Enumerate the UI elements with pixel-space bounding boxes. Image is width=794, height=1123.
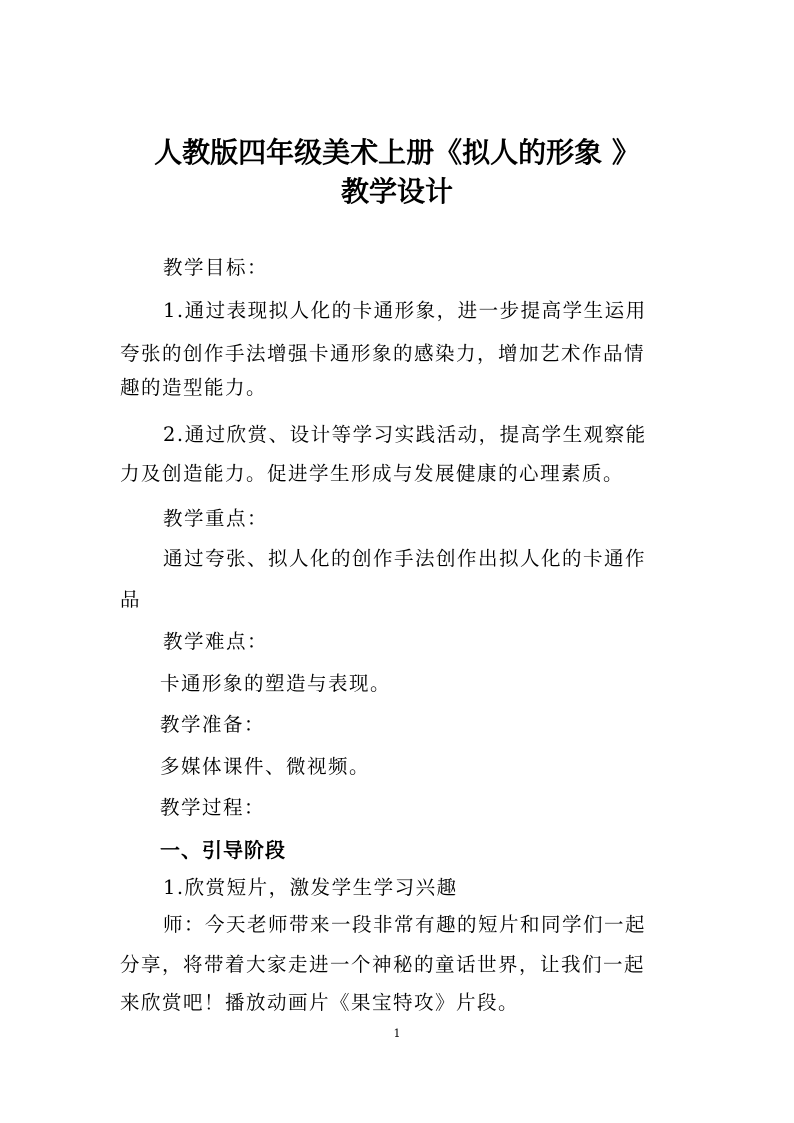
section-label-key-points: 教学重点： [163, 507, 269, 530]
paragraph-line: 分享，将带着大家走进一个神秘的童话世界，让我们一起 [120, 953, 646, 976]
paragraph-line: 夸张的创作手法增强卡通形象的感染力，增加艺术作品情 [120, 342, 646, 365]
section-label-process: 教学过程： [160, 796, 266, 819]
section-label-preparation: 教学准备： [160, 713, 266, 736]
paragraph-line: 来欣赏吧！播放动画片《果宝特攻》片段。 [120, 991, 520, 1014]
paragraph-line: 通过夸张、拟人化的创作手法创作出拟人化的卡通作 [163, 547, 647, 570]
section-label-objectives: 教学目标： [163, 256, 269, 279]
paragraph-line: 2.通过欣赏、设计等学习实践活动，提高学生观察能 [163, 423, 647, 446]
paragraph-line: 多媒体课件、微视频。 [160, 755, 371, 778]
paragraph-line: 1.通过表现拟人化的卡通形象，进一步提高学生运用 [163, 299, 647, 322]
section-heading-intro: 一、引导阶段 [160, 838, 286, 862]
paragraph-line: 趣的造型能力。 [120, 376, 268, 399]
page-number: 1 [393, 1027, 401, 1040]
paragraph-line: 师：今天老师带来一段非常有趣的短片和同学们一起 [163, 913, 647, 936]
paragraph-line: 1.欣赏短片，激发学生学习兴趣 [163, 876, 458, 899]
paragraph-line: 品 [120, 588, 142, 611]
paragraph-line: 力及创造能力。促进学生形成与发展健康的心理素质。 [120, 462, 625, 485]
document-title-line-1: 人教版四年级美术上册《拟人的形象 》 [154, 136, 640, 169]
section-label-difficulties: 教学难点： [163, 630, 269, 653]
paragraph-line: 卡通形象的塑造与表现。 [160, 672, 392, 695]
document-title-line-2: 教学设计 [340, 175, 453, 208]
